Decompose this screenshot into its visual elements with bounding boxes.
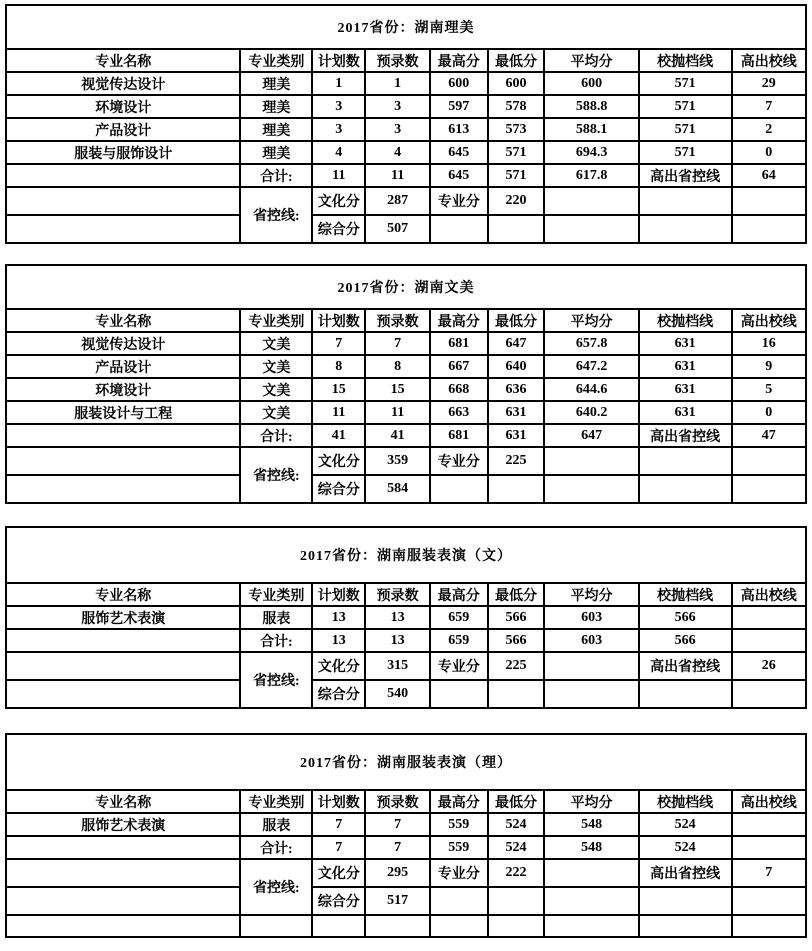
column-header: 预录数 [365, 583, 430, 606]
table-cell: 13 [365, 629, 430, 652]
column-header: 平均分 [544, 49, 638, 72]
column-header: 最高分 [430, 309, 488, 332]
major-name-cell: 服饰艺术表演 [6, 606, 240, 629]
column-header: 最高分 [430, 583, 488, 606]
column-header: 专业类别 [240, 309, 312, 332]
table-row [6, 378, 806, 401]
table-cell [639, 915, 732, 937]
table-title: 2017省份：湖南理美 [6, 5, 806, 49]
table-row [6, 72, 806, 95]
column-header: 高出校线 [732, 583, 806, 606]
table-cell: 7 [312, 332, 365, 355]
table-cell: 理美 [240, 95, 312, 118]
column-header: 平均分 [544, 790, 638, 813]
table-cell: 571 [639, 141, 732, 164]
table-cell: 603 [544, 629, 638, 652]
table-cell: 222 [488, 859, 545, 887]
table-row [6, 447, 806, 475]
table-cell: 647 [544, 424, 638, 447]
table-cell: 571 [488, 164, 545, 187]
table-cell: 高出省控线 [639, 424, 732, 447]
column-header: 最高分 [430, 790, 488, 813]
table-cell: 540 [365, 680, 430, 708]
column-header: 专业名称 [6, 790, 240, 813]
table-cell: 11 [312, 164, 365, 187]
table-cell: 专业分 [430, 187, 488, 215]
table-header-row [6, 309, 806, 332]
table-row [6, 836, 806, 859]
table-cell: 600 [430, 72, 488, 95]
table-cell [732, 915, 806, 937]
table-cell: 7 [312, 836, 365, 859]
table-cell [544, 187, 638, 215]
table-cell: 8 [312, 355, 365, 378]
table-cell: 659 [430, 629, 488, 652]
table-cell: 548 [544, 836, 638, 859]
table-cell: 524 [639, 813, 732, 836]
column-header: 最高分 [430, 49, 488, 72]
table-cell: 507 [365, 215, 430, 243]
table-cell [6, 652, 240, 680]
table-cell [430, 680, 488, 708]
table-cell [430, 475, 488, 503]
major-name-cell: 视觉传达设计 [6, 332, 240, 355]
table-cell [6, 475, 240, 503]
table-cell: 文美 [240, 355, 312, 378]
table-cell: 524 [488, 836, 545, 859]
table-row [6, 215, 806, 243]
major-name-cell: 环境设计 [6, 95, 240, 118]
table-cell: 287 [365, 187, 430, 215]
table-cell: 566 [488, 629, 545, 652]
table-cell [732, 680, 806, 708]
score-table-3 [5, 526, 807, 709]
table-cell [6, 629, 240, 652]
score-table-2 [5, 264, 807, 504]
table-cell: 文美 [240, 378, 312, 401]
table-cell [365, 915, 430, 937]
table-cell [639, 447, 732, 475]
table-cell: 517 [365, 887, 430, 915]
table-header-row [6, 790, 806, 813]
table-cell: 41 [312, 424, 365, 447]
table-cell: 315 [365, 652, 430, 680]
table-cell: 597 [430, 95, 488, 118]
table-cell: 5 [732, 378, 806, 401]
column-header: 最低分 [488, 49, 545, 72]
table-cell: 服表 [240, 606, 312, 629]
table-cell: 26 [732, 652, 806, 680]
table-cell [430, 215, 488, 243]
total-label-cell: 合计: [240, 424, 312, 447]
table-cell: 11 [365, 164, 430, 187]
document-body [0, 4, 812, 938]
table-cell [639, 187, 732, 215]
table-row [6, 606, 806, 629]
table-cell: 631 [639, 332, 732, 355]
table-row [6, 813, 806, 836]
control-line-label-cell: 省控线: [240, 652, 312, 708]
major-name-cell: 环境设计 [6, 378, 240, 401]
table-cell: 578 [488, 95, 545, 118]
table-cell [544, 680, 638, 708]
table-cell: 7 [365, 813, 430, 836]
table-cell: 高出省控线 [639, 652, 732, 680]
table-cell: 7 [365, 836, 430, 859]
column-header: 高出校线 [732, 49, 806, 72]
table-cell: 13 [312, 606, 365, 629]
table-title-row [6, 527, 806, 583]
table-cell [732, 187, 806, 215]
table-cell [6, 215, 240, 243]
column-header: 最低分 [488, 583, 545, 606]
column-header: 预录数 [365, 790, 430, 813]
table-cell: 600 [544, 72, 638, 95]
table-cell: 631 [639, 401, 732, 424]
table-cell: 2 [732, 118, 806, 141]
table-cell: 663 [430, 401, 488, 424]
table-row [6, 355, 806, 378]
table-row [6, 629, 806, 652]
table-cell [6, 447, 240, 475]
table-cell [732, 447, 806, 475]
table-cell: 559 [430, 813, 488, 836]
table-title-row [6, 265, 806, 309]
table-cell: 645 [430, 164, 488, 187]
table-cell: 603 [544, 606, 638, 629]
column-header: 高出校线 [732, 309, 806, 332]
table-cell: 584 [365, 475, 430, 503]
table-title-row [6, 734, 806, 790]
table-cell: 8 [365, 355, 430, 378]
major-name-cell: 服装设计与工程 [6, 401, 240, 424]
table-cell: 4 [312, 141, 365, 164]
table-cell: 566 [639, 629, 732, 652]
table-cell: 636 [488, 378, 545, 401]
table-cell [732, 215, 806, 243]
table-cell: 659 [430, 606, 488, 629]
table-cell: 高出省控线 [639, 164, 732, 187]
table-cell: 理美 [240, 141, 312, 164]
column-header: 校抛档线 [639, 790, 732, 813]
table-row [6, 164, 806, 187]
total-label-cell: 合计: [240, 164, 312, 187]
major-name-cell: 产品设计 [6, 118, 240, 141]
table-row [6, 859, 806, 887]
table-cell: 4 [365, 141, 430, 164]
table-cell: 631 [639, 355, 732, 378]
table-cell: 524 [488, 813, 545, 836]
column-header: 预录数 [365, 309, 430, 332]
table-row [6, 118, 806, 141]
table-cell [6, 859, 240, 887]
table-cell: 220 [488, 187, 545, 215]
table-cell: 548 [544, 813, 638, 836]
table-cell: 571 [639, 95, 732, 118]
table-cell: 631 [488, 424, 545, 447]
column-header: 专业名称 [6, 309, 240, 332]
table-cell: 571 [488, 141, 545, 164]
table-cell: 225 [488, 652, 545, 680]
table-cell: 文化分 [312, 447, 365, 475]
table-cell: 647.2 [544, 355, 638, 378]
table-cell: 0 [732, 141, 806, 164]
table-cell: 566 [639, 606, 732, 629]
table-cell: 3 [312, 95, 365, 118]
column-header: 高出校线 [732, 790, 806, 813]
table-cell [488, 475, 545, 503]
table-cell: 综合分 [312, 215, 365, 243]
table-cell [430, 915, 488, 937]
table-cell [544, 475, 638, 503]
table-cell [6, 164, 240, 187]
table-cell: 647 [488, 332, 545, 355]
table-cell: 1 [365, 72, 430, 95]
column-header: 专业名称 [6, 49, 240, 72]
table-cell: 645 [430, 141, 488, 164]
table-cell: 文化分 [312, 187, 365, 215]
table-cell: 7 [312, 813, 365, 836]
table-cell: 617.8 [544, 164, 638, 187]
table-cell [6, 424, 240, 447]
table-cell: 0 [732, 401, 806, 424]
table-cell: 667 [430, 355, 488, 378]
score-table-4 [5, 733, 807, 938]
table-cell: 41 [365, 424, 430, 447]
table-cell [488, 215, 545, 243]
table-cell: 11 [365, 401, 430, 424]
table-title: 2017省份：湖南服装表演（理） [6, 734, 806, 790]
table-cell: 13 [365, 606, 430, 629]
column-header: 最低分 [488, 790, 545, 813]
table-cell: 文化分 [312, 652, 365, 680]
table-cell: 559 [430, 836, 488, 859]
table-cell: 657.8 [544, 332, 638, 355]
table-cell [312, 915, 365, 937]
table-cell: 640 [488, 355, 545, 378]
table-cell [732, 813, 806, 836]
table-cell: 681 [430, 332, 488, 355]
table-cell [732, 887, 806, 915]
score-table-1 [5, 4, 807, 244]
table-row [6, 887, 806, 915]
table-cell [544, 887, 638, 915]
major-name-cell: 产品设计 [6, 355, 240, 378]
control-line-label-cell: 省控线: [240, 187, 312, 243]
table-cell: 理美 [240, 118, 312, 141]
table-row [6, 187, 806, 215]
table-title-row [6, 5, 806, 49]
column-header: 校抛档线 [639, 49, 732, 72]
table-cell: 专业分 [430, 447, 488, 475]
table-cell [6, 680, 240, 708]
table-cell: 295 [365, 859, 430, 887]
table-cell [544, 652, 638, 680]
column-header: 最低分 [488, 309, 545, 332]
table-cell [732, 836, 806, 859]
major-name-cell: 服饰艺术表演 [6, 813, 240, 836]
table-cell: 64 [732, 164, 806, 187]
table-cell [639, 680, 732, 708]
table-cell: 理美 [240, 72, 312, 95]
table-cell: 600 [488, 72, 545, 95]
table-cell: 综合分 [312, 475, 365, 503]
column-header: 校抛档线 [639, 309, 732, 332]
table-cell [639, 887, 732, 915]
table-row [6, 141, 806, 164]
table-cell: 1 [312, 72, 365, 95]
column-header: 计划数 [312, 583, 365, 606]
table-cell: 588.8 [544, 95, 638, 118]
major-name-cell: 服装与服饰设计 [6, 141, 240, 164]
column-header: 专业类别 [240, 49, 312, 72]
table-cell: 644.6 [544, 378, 638, 401]
column-header: 计划数 [312, 790, 365, 813]
table-cell: 专业分 [430, 652, 488, 680]
major-name-cell: 视觉传达设计 [6, 72, 240, 95]
table-title: 2017省份：湖南服装表演（文） [6, 527, 806, 583]
table-cell: 服表 [240, 813, 312, 836]
table-cell: 29 [732, 72, 806, 95]
table-cell: 7 [732, 859, 806, 887]
table-cell [488, 680, 545, 708]
table-cell: 综合分 [312, 680, 365, 708]
table-cell: 15 [365, 378, 430, 401]
table-cell [639, 475, 732, 503]
table-cell: 3 [365, 118, 430, 141]
table-cell: 文美 [240, 401, 312, 424]
table-row [6, 475, 806, 503]
column-header: 平均分 [544, 309, 638, 332]
table-cell: 文化分 [312, 859, 365, 887]
table-cell: 359 [365, 447, 430, 475]
total-label-cell: 合计: [240, 629, 312, 652]
table-cell [240, 915, 312, 937]
total-label-cell: 合计: [240, 836, 312, 859]
column-header: 计划数 [312, 49, 365, 72]
table-cell [732, 475, 806, 503]
table-cell: 专业分 [430, 859, 488, 887]
table-cell: 3 [312, 118, 365, 141]
table-cell [6, 915, 240, 937]
table-row [6, 915, 806, 937]
table-cell: 高出省控线 [639, 859, 732, 887]
table-cell: 11 [312, 401, 365, 424]
table-cell [544, 215, 638, 243]
column-header: 平均分 [544, 583, 638, 606]
table-cell [732, 606, 806, 629]
table-row [6, 680, 806, 708]
table-cell [6, 187, 240, 215]
table-cell [544, 859, 638, 887]
table-row [6, 424, 806, 447]
table-cell: 7 [732, 95, 806, 118]
table-cell: 571 [639, 72, 732, 95]
table-cell: 694.3 [544, 141, 638, 164]
table-cell: 613 [430, 118, 488, 141]
table-cell: 668 [430, 378, 488, 401]
table-cell [488, 915, 545, 937]
table-cell: 16 [732, 332, 806, 355]
table-cell: 文美 [240, 332, 312, 355]
table-cell: 631 [639, 378, 732, 401]
column-header: 专业名称 [6, 583, 240, 606]
table-cell: 681 [430, 424, 488, 447]
table-cell: 3 [365, 95, 430, 118]
table-cell: 588.1 [544, 118, 638, 141]
column-header: 校抛档线 [639, 583, 732, 606]
table-cell: 225 [488, 447, 545, 475]
table-cell [6, 887, 240, 915]
table-row [6, 401, 806, 424]
table-row [6, 95, 806, 118]
table-cell [6, 836, 240, 859]
table-header-row [6, 583, 806, 606]
table-cell: 47 [732, 424, 806, 447]
table-cell: 571 [639, 118, 732, 141]
table-cell: 7 [365, 332, 430, 355]
table-cell: 15 [312, 378, 365, 401]
table-row [6, 332, 806, 355]
table-cell: 13 [312, 629, 365, 652]
table-cell [732, 629, 806, 652]
table-cell [544, 447, 638, 475]
control-line-label-cell: 省控线: [240, 447, 312, 503]
column-header: 专业类别 [240, 583, 312, 606]
table-cell: 573 [488, 118, 545, 141]
table-cell: 524 [639, 836, 732, 859]
table-cell [488, 887, 545, 915]
column-header: 预录数 [365, 49, 430, 72]
column-header: 计划数 [312, 309, 365, 332]
column-header: 专业类别 [240, 790, 312, 813]
table-cell: 综合分 [312, 887, 365, 915]
table-cell: 631 [488, 401, 545, 424]
table-header-row [6, 49, 806, 72]
table-cell: 9 [732, 355, 806, 378]
control-line-label-cell: 省控线: [240, 859, 312, 915]
table-cell [544, 915, 638, 937]
table-cell [639, 215, 732, 243]
table-cell: 640.2 [544, 401, 638, 424]
table-cell: 566 [488, 606, 545, 629]
table-row [6, 652, 806, 680]
table-title: 2017省份：湖南文美 [6, 265, 806, 309]
table-cell [430, 887, 488, 915]
